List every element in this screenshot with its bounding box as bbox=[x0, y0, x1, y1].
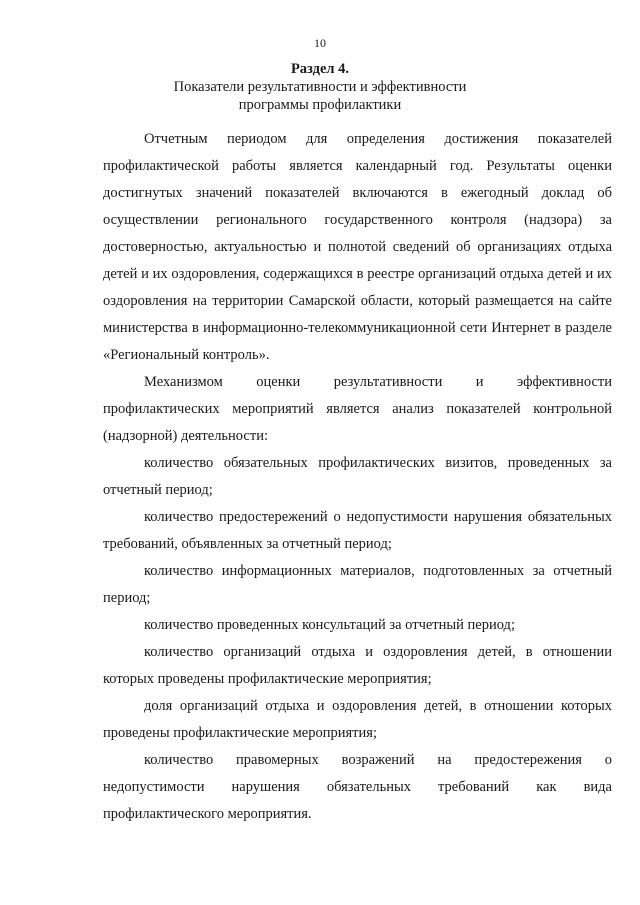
paragraph-reporting-period: Отчетным периодом для определения достижения показателей профилактической работы является календарный год. Результаты оценки достигнутых значений показателей включаются в ежегодный доклад об осуществлении регионального государственного контроля (надзора) за достоверностью, актуальностью и полнотой сведений об организациях отдыха детей и их оздоровления, содержащихся в реестре организаций отдыха детей и их оздоровления на территории Самарской области, который размещается на сайте министерства в информационно-телекоммуникационной сети Интернет в разделе «Региональный контроль». bbox=[103, 131, 612, 363]
paragraph-evaluation-mechanism: Механизмом оценки результативности и эффективности профилактических мероприятий является анализ показателей контрольной (надзорной) деятельности: bbox=[103, 374, 612, 444]
page-number: 10 bbox=[314, 36, 326, 50]
section-label: Раздел 4. bbox=[290, 61, 350, 77]
indicator-item: количество информационных материалов, подготовленных за отчетный период; bbox=[103, 563, 612, 606]
section-title-line-1: Показатели результативности и эффективности bbox=[173, 79, 467, 95]
indicator-item: количество проведенных консультаций за отчетный период; bbox=[144, 617, 515, 633]
body-text bbox=[103, 126, 612, 828]
indicator-item: количество организаций отдыха и оздоровления детей, в отношении которых проведены профилактические мероприятия; bbox=[103, 644, 612, 687]
section-title-line-2: программы профилактики bbox=[238, 97, 402, 113]
indicator-item: количество обязательных профилактических визитов, проведенных за отчетный период; bbox=[103, 455, 612, 498]
indicator-item: доля организаций отдыха и оздоровления детей, в отношении которых проведены профилактические мероприятия; bbox=[103, 698, 612, 741]
section-heading bbox=[0, 60, 640, 114]
indicator-item: количество правомерных возражений на предостережения о недопустимости нарушения обязательных требований как вида профилактического мероприятия. bbox=[103, 752, 612, 822]
indicator-item: количество предостережений о недопустимости нарушения обязательных требований, объявленных за отчетный период; bbox=[103, 509, 612, 552]
